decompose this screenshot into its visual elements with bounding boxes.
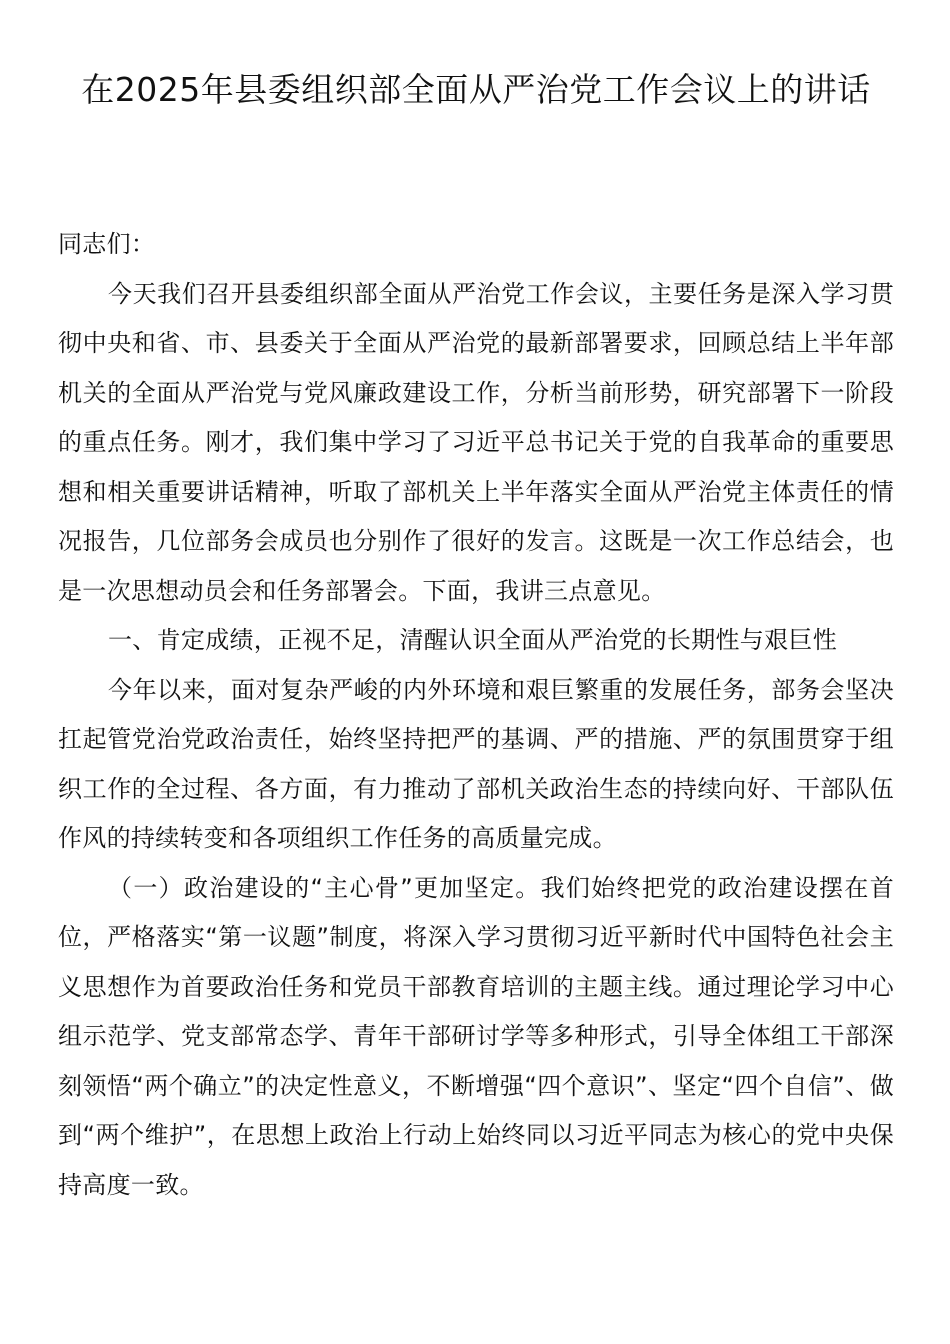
section-heading-1: 一、肯定成绩，正视不足，清醒认识全面从严治党的长期性与艰巨性 [108,626,837,654]
paragraph-intro: 今天我们召开县委组织部全面从严治党工作会议，主要任务是深入学习贯彻中央和省、市、县委关于全面从严治党的最新部署要求，回顾总结上半年部机关的全面从严治党与党风廉政建设工作，分析当前形势，研究部署下一阶段的重点任务。刚才，我们集中学习了习近平总书记关于党的自我革命的重要思想和相关重要讲话精神，听取了部机关上半年落实全面从严治党主体责任的情况报告，几位部务会成员也分别作了很好的发言。这既是一次工作总结会，也是一次思想动员会和任务部署会。下面，我讲三点意见。 [58,279,894,605]
paragraph-political-building: （一）政治建设的“主心骨”更加坚定。我们始终把党的政治建设摆在首位，严格落实“第一议题”制度，将深入学习贯彻习近平新时代中国特色社会主义思想作为首要政治任务和党员干部教育培训的主题主线。通过理论学习中心组示范学、党支部常态学、青年干部研讨学等多种形式，引导全体组工干部深刻领悟“两个确立”的决定性意义，不断增强“四个意识”、坚定“四个自信”、做到“两个维护”，在思想上政治上行动上始终同以习近平同志为核心的党中央保持高度一致。 [58,873,894,1199]
document-body [58,220,894,1210]
salutation: 同志们： [58,230,156,258]
paragraph-achievements: 今年以来，面对复杂严峻的内外环境和艰巨繁重的发展任务，部务会坚决扛起管党治党政治责任，始终坚持把严的基调、严的措施、严的氛围贯穿于组织工作的全过程、各方面，有力推动了部机关政治生态的持续向好、干部队伍作风的持续转变和各项组织工作任务的高质量完成。 [58,675,894,852]
document-title: 在2025年县委组织部全面从严治党工作会议上的讲话 [81,70,871,109]
